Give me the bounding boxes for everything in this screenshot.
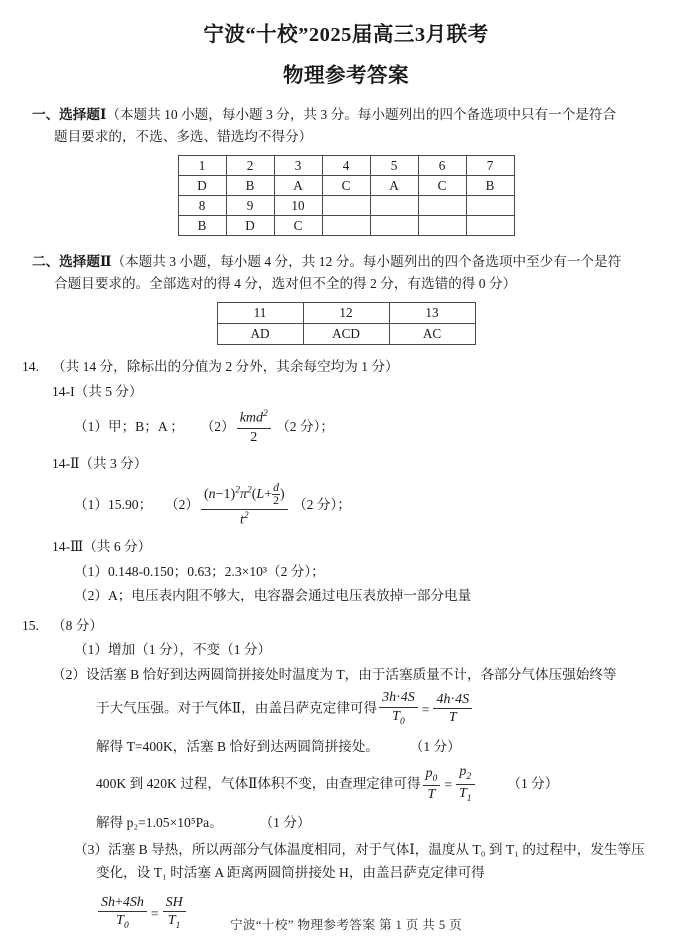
table-cell: 2 (226, 156, 274, 176)
q15-l3-score: （1 分） (409, 738, 461, 754)
question-15-header (22, 615, 670, 638)
question-15-line-4 (22, 765, 670, 805)
table-cell: A (274, 176, 322, 196)
table-cell: C (418, 176, 466, 196)
table-cell (370, 216, 418, 236)
table-cell: 8 (178, 196, 226, 216)
q14-p2-formula: $(n-1)^2\pi^2(L+$ $\frac{d}{2}$ ) $t^2$ (201, 482, 288, 528)
table-cell (370, 196, 418, 216)
equals-sign: = (421, 701, 430, 717)
table-row (178, 156, 514, 176)
page-footer: 宁波“十校” 物理参考答案 第 1 页 共 5 页 (229, 918, 463, 932)
q15-l4-score: （1 分） (507, 776, 559, 792)
table-cell: 11 (217, 303, 303, 324)
q15-l2b-text: 于大气压强。对于气体Ⅱ，由盖吕萨克定律可得 (96, 701, 378, 717)
section-two-label: 二、选择题Ⅱ (32, 254, 112, 270)
table-cell (466, 196, 514, 216)
q14-p2-answer-a: （1）15.90； (74, 497, 153, 513)
question-15-line-6b: 变化，设 T₁ 时活塞 A 距离两圆筒拼接处 H，由盖吕萨克定律可得 (96, 865, 485, 881)
table-row (178, 176, 514, 196)
section-two-heading (22, 251, 670, 295)
table-cell: 7 (466, 156, 514, 176)
table-cell: 12 (303, 303, 389, 324)
answer-sheet-page (0, 22, 692, 950)
equals-sign: = (150, 906, 159, 922)
question-14-part2-answers (22, 480, 670, 529)
table-cell: 3 (274, 156, 322, 176)
q15-l4-text: 400K 到 420K 过程，气体Ⅱ体积不变，由查理定律可得 (96, 776, 421, 792)
table-cell: ACD (303, 324, 389, 345)
q15-equation-1-left: $\frac{3h\cdot 4S}{T_0}$ (379, 690, 418, 727)
question-14-head-text: （共 14 分，除标出的分值为 2 分外，其余每空均为 1 分） (52, 359, 399, 375)
question-14-part3-answer-2: （2）A；电压表内阻不够大，电容器会通过电压表放掉一部分电量 (74, 588, 472, 604)
question-14-header (22, 356, 670, 379)
q14-p2-score: （2 分）； (293, 497, 351, 513)
table-cell (322, 196, 370, 216)
q14-p1-score: （2 分）； (276, 419, 334, 435)
answer-table-two-wrapper (22, 302, 670, 345)
table-cell: C (322, 176, 370, 196)
table-cell (466, 216, 514, 236)
answer-table-one-wrapper (22, 155, 670, 236)
table-cell: 5 (370, 156, 418, 176)
q14-p1-answer-b-label: （2） (200, 419, 235, 435)
q15-equation-2-right: $\frac{p_2}{T_1}$ (456, 764, 475, 804)
table-cell: B (178, 216, 226, 236)
table-cell: 6 (418, 156, 466, 176)
q15-equation-3-left: $\frac{Sh+4Sh}{T_0}$ (98, 895, 147, 932)
question-15-line-1: （1）增加（1 分），不变（1 分） (74, 642, 272, 658)
table-cell: 1 (178, 156, 226, 176)
table-row (217, 303, 475, 324)
q15-equation-1-right: $\frac{4h\cdot 4S}{T}$ (433, 692, 472, 726)
section-one-text-line1: （本题共 10 小题，每小题 3 分，共 3 分。每小题列出的四个备选项中只有一个是符合 (106, 107, 617, 123)
table-cell: 4 (322, 156, 370, 176)
table-cell: A (370, 176, 418, 196)
table-cell: D (226, 216, 274, 236)
table-cell: 9 (226, 196, 274, 216)
page-title: 宁波“十校”2025届高三3月联考 (203, 24, 489, 46)
question-14-part3-label: 14-Ⅲ（共 6 分） (52, 539, 152, 555)
section-two-text-line1: （本题共 3 小题，每小题 4 分，共 12 分。每小题列出的四个备选项中至少有一个是符 (111, 254, 622, 270)
q14-p1-answer-a: （1）甲；B；A ； (74, 419, 184, 435)
table-cell: D (178, 176, 226, 196)
question-15-line-3 (22, 736, 670, 759)
table-cell: 10 (274, 196, 322, 216)
answer-table-two (217, 302, 476, 345)
answer-table-one (178, 155, 515, 236)
table-cell (418, 216, 466, 236)
table-cell (418, 196, 466, 216)
question-15-number: 15. (22, 617, 39, 633)
table-cell (322, 216, 370, 236)
table-row (217, 324, 475, 345)
table-cell: AD (217, 324, 303, 345)
equals-sign: = (444, 776, 452, 792)
q14-p2-answer-b-label: （2） (164, 497, 199, 513)
question-14-number: 14. (22, 359, 39, 375)
table-row (178, 216, 514, 236)
question-15-line-6a: （3）活塞 B 导热，所以两部分气体温度相同，对于气体Ⅰ，温度从 T₀ 到 T₁ 的过程中，发生等压 (74, 841, 645, 857)
question-14-part1-answers (22, 410, 670, 446)
question-14-part2-label: 14-Ⅱ（共 3 分） (52, 456, 148, 472)
q14-p1-formula: $\frac{kmd^2}{2}$ (237, 409, 271, 445)
q15-l5-text: 解得 p₂=1.05×10⁵Pa。 (96, 815, 223, 831)
q15-equation-2-left: $\frac{p_0}{T}$ (423, 766, 441, 803)
table-row (178, 196, 514, 216)
page-subtitle: 物理参考答案 (283, 64, 409, 87)
section-one-text-line2: 题目要求的，不选、多选、错选均不得分） (54, 129, 313, 145)
question-14-part3-answer-1: （1）0.148-0.150；0.63；2.3×10³（2 分）； (74, 563, 325, 579)
q15-l3-text: 解得 T=400K，活塞 B 恰好到达两圆筒拼接处。 (96, 738, 379, 754)
question-15-line-5 (22, 812, 670, 835)
table-cell: AC (389, 324, 475, 345)
section-one-heading (22, 104, 670, 148)
section-one-label: 一、选择题Ⅰ (32, 107, 107, 123)
table-cell: B (466, 176, 514, 196)
table-cell: B (226, 176, 274, 196)
table-cell: 13 (389, 303, 475, 324)
question-15-head-text: （8 分） (52, 617, 103, 633)
section-two-text-line2: 合题目要求的。全部选对的得 4 分，选对但不全的得 2 分，有选错的得 0 分） (54, 276, 517, 292)
q15-equation-3-right: $\frac{SH}{T_1}$ (163, 895, 186, 932)
question-14-part1-label: 14-I（共 5 分） (52, 383, 143, 399)
table-cell: C (274, 216, 322, 236)
question-15-line-2b (22, 691, 670, 728)
q15-l5-score: （1 分） (259, 815, 311, 831)
question-15-line-2a: （2）设活塞 B 恰好到达两圆筒拼接处时温度为 T，由于活塞质量不计，各部分气体压强始终等 (52, 666, 617, 682)
